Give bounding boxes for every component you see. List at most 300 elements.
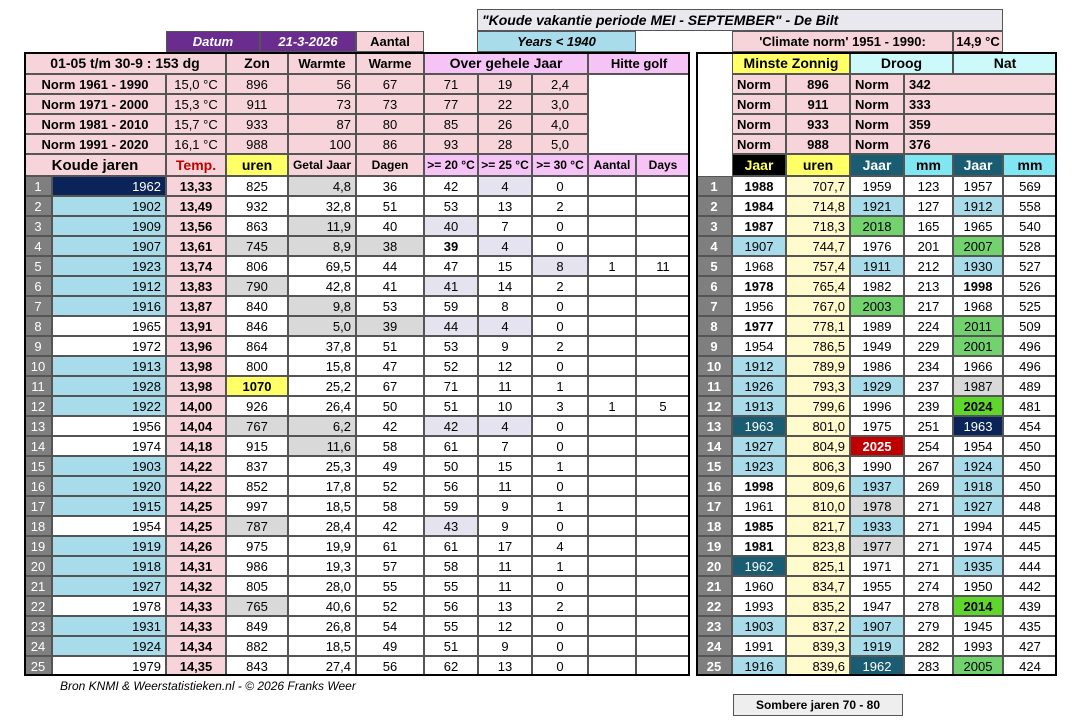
norm-zon: 911	[226, 94, 288, 114]
nat-jaar-header: Jaar	[953, 154, 1003, 176]
ge30-days: 0	[532, 436, 588, 456]
row-number: 23	[24, 616, 52, 636]
ge30-days: 2	[532, 196, 588, 216]
droog-year: 1977	[850, 536, 904, 556]
zon-uren: 806	[226, 256, 288, 276]
zon-uren: 915	[226, 436, 288, 456]
hitte-days	[636, 596, 690, 616]
dagen-header: Dagen	[356, 154, 424, 176]
temp-value: 14,33	[166, 616, 226, 636]
zon-uren: 926	[226, 396, 288, 416]
ge30-days: 0	[532, 356, 588, 376]
ge30-days: 0	[532, 516, 588, 536]
ge25-days: 17	[478, 536, 532, 556]
ge20-days: 58	[424, 556, 478, 576]
zon-uren: 765	[226, 596, 288, 616]
koude-year: 1919	[52, 536, 166, 556]
row-number: 5	[24, 256, 52, 276]
nat-year: 1993	[953, 636, 1003, 656]
zon-uren: 975	[226, 536, 288, 556]
droog-header: Droog	[850, 52, 953, 74]
zonnig-year: 1985	[732, 516, 786, 536]
warmte-getal: 11,9	[288, 216, 356, 236]
koude-year: 1978	[52, 596, 166, 616]
droog-year: 1971	[850, 556, 904, 576]
ge30-days: 0	[532, 476, 588, 496]
droog-mm: 165	[904, 216, 953, 236]
droog-year: 1976	[850, 236, 904, 256]
temp-value: 14,33	[166, 596, 226, 616]
row-number: 12	[24, 396, 52, 416]
hitte-golf-header: Hitte golf	[588, 52, 690, 74]
rank-number: 20	[696, 556, 732, 576]
datum-value: 21-3-2026	[260, 31, 356, 52]
zonnig-norm-label: Norm	[732, 114, 786, 134]
nat-mm: 526	[1003, 276, 1057, 296]
zonnig-uren: 765,4	[786, 276, 850, 296]
droog-mm: 271	[904, 496, 953, 516]
droog-norm-value: 376	[904, 134, 1057, 154]
zonnig-uren: 789,9	[786, 356, 850, 376]
nat-mm: 450	[1003, 456, 1057, 476]
norm-temp: 16,1 °C	[166, 134, 226, 154]
zonnig-year: 1977	[732, 316, 786, 336]
hitte-aantal	[588, 656, 636, 676]
temp-header: Temp.	[166, 154, 226, 176]
ge20-days: 59	[424, 496, 478, 516]
warmte-getal: 9,8	[288, 296, 356, 316]
temp-value: 14,25	[166, 496, 226, 516]
zonnig-uren: 839,3	[786, 636, 850, 656]
ge20-days: 61	[424, 536, 478, 556]
nat-mm-header: mm	[1003, 154, 1057, 176]
koude-year: 1931	[52, 616, 166, 636]
norm-warme: 73	[356, 94, 424, 114]
warme-dagen: 61	[356, 536, 424, 556]
ge30-days: 0	[532, 656, 588, 676]
koude-year: 1913	[52, 356, 166, 376]
nat-year: 2011	[953, 316, 1003, 336]
zonnig-year: 1913	[732, 396, 786, 416]
zon-header: Zon	[226, 52, 288, 74]
hitte-aantal	[588, 496, 636, 516]
warme-dagen: 52	[356, 596, 424, 616]
ge30-days: 0	[532, 316, 588, 336]
zonnig-uren: 839,6	[786, 656, 850, 676]
rank-number: 15	[696, 456, 732, 476]
rank-number: 14	[696, 436, 732, 456]
koude-year: 1918	[52, 556, 166, 576]
rank-number: 8	[696, 316, 732, 336]
ge20-days: 44	[424, 316, 478, 336]
ge30-days: 2	[532, 276, 588, 296]
nat-mm: 489	[1003, 376, 1057, 396]
hitte-aantal	[588, 356, 636, 376]
row-number: 18	[24, 516, 52, 536]
hitte-aantal	[588, 636, 636, 656]
norm-warmte: 73	[288, 94, 356, 114]
ge20-days: 43	[424, 516, 478, 536]
row-number: 7	[24, 296, 52, 316]
koude-year: 1923	[52, 256, 166, 276]
zonnig-norm-value: 911	[786, 94, 850, 114]
ge30-days: 0	[532, 176, 588, 196]
ge25-days: 11	[478, 556, 532, 576]
hitte-aantal	[588, 556, 636, 576]
norm-zon: 896	[226, 74, 288, 94]
droog-mm: 271	[904, 556, 953, 576]
zonnig-year: 1988	[732, 176, 786, 196]
ge20-days: 50	[424, 456, 478, 476]
nat-mm: 427	[1003, 636, 1057, 656]
droog-mm: 282	[904, 636, 953, 656]
nat-year: 1963	[953, 416, 1003, 436]
aantal-sub-header: Aantal	[588, 154, 636, 176]
ge20-days: 40	[424, 216, 478, 236]
hitte-days	[636, 456, 690, 476]
zon-uren: 882	[226, 636, 288, 656]
zonnig-uren: 810,0	[786, 496, 850, 516]
ge25-days: 12	[478, 616, 532, 636]
warmte-getal: 32,8	[288, 196, 356, 216]
ge30-days: 1	[532, 376, 588, 396]
ge25-days: 4	[478, 316, 532, 336]
hitte-days	[636, 576, 690, 596]
droog-year: 1982	[850, 276, 904, 296]
ge30-days: 0	[532, 616, 588, 636]
norm-warmte: 87	[288, 114, 356, 134]
ge30-days: 0	[532, 296, 588, 316]
warme-dagen: 58	[356, 436, 424, 456]
zonnig-uren: 825,1	[786, 556, 850, 576]
nat-mm: 442	[1003, 576, 1057, 596]
ge20-days: 52	[424, 356, 478, 376]
norm-label: Norm 1971 - 2000	[24, 94, 166, 114]
zonnig-uren: 835,2	[786, 596, 850, 616]
zon-uren: 849	[226, 616, 288, 636]
ge30-days: 0	[532, 636, 588, 656]
warmte-getal: 4,8	[288, 176, 356, 196]
temp-value: 13,98	[166, 356, 226, 376]
droog-mm: 279	[904, 616, 953, 636]
temp-value: 13,56	[166, 216, 226, 236]
zonnig-uren: 799,6	[786, 396, 850, 416]
droog-year: 1911	[850, 256, 904, 276]
zonnig-uren: 834,7	[786, 576, 850, 596]
nat-year: 2014	[953, 596, 1003, 616]
row-number: 24	[24, 636, 52, 656]
droog-year: 1933	[850, 516, 904, 536]
zonnig-uren: 806,3	[786, 456, 850, 476]
warme-dagen: 58	[356, 496, 424, 516]
warmte-header: Warmte	[288, 52, 356, 74]
nat-mm: 528	[1003, 236, 1057, 256]
zonnig-norm-value: 988	[786, 134, 850, 154]
nat-year: 1927	[953, 496, 1003, 516]
temp-value: 14,32	[166, 576, 226, 596]
koude-year: 1974	[52, 436, 166, 456]
droog-mm: 123	[904, 176, 953, 196]
warmte-getal: 19,9	[288, 536, 356, 556]
warmte-getal: 25,2	[288, 376, 356, 396]
zonnig-year: 1984	[732, 196, 786, 216]
droog-year: 1989	[850, 316, 904, 336]
sombere-jaren-button[interactable]: Sombere jaren 70 - 80	[733, 694, 903, 716]
temp-value: 13,74	[166, 256, 226, 276]
zonnig-year: 1926	[732, 376, 786, 396]
nat-year: 1987	[953, 376, 1003, 396]
zonnig-year: 1923	[732, 456, 786, 476]
droog-mm: 217	[904, 296, 953, 316]
droog-mm: 274	[904, 576, 953, 596]
zonnig-year: 1968	[732, 256, 786, 276]
hitte-days	[636, 516, 690, 536]
zon-uren: 825	[226, 176, 288, 196]
row-number: 21	[24, 576, 52, 596]
warmte-getal: 25,3	[288, 456, 356, 476]
zon-uren: 805	[226, 576, 288, 596]
norm-warmte: 100	[288, 134, 356, 154]
norm-ge25: 19	[478, 74, 532, 94]
aantal-header: Aantal	[356, 31, 424, 52]
warme-dagen: 42	[356, 416, 424, 436]
zonnig-norm-label: Norm	[732, 134, 786, 154]
nat-year: 1968	[953, 296, 1003, 316]
climate-norm-value: 14,9 °C	[953, 31, 1003, 52]
rank-number: 25	[696, 656, 732, 676]
hitte-aantal	[588, 436, 636, 456]
ge25-days: 9	[478, 516, 532, 536]
norm-ge25: 22	[478, 94, 532, 114]
hitte-aantal	[588, 176, 636, 196]
hitte-aantal	[588, 316, 636, 336]
rank-number: 2	[696, 196, 732, 216]
row-number: 17	[24, 496, 52, 516]
zonnig-year: 1991	[732, 636, 786, 656]
nat-year: 1950	[953, 576, 1003, 596]
rank-number: 11	[696, 376, 732, 396]
ge20-days: 42	[424, 416, 478, 436]
zon-uren: 787	[226, 516, 288, 536]
temp-value: 13,33	[166, 176, 226, 196]
ge20-days: 56	[424, 596, 478, 616]
droog-year: 1955	[850, 576, 904, 596]
zon-uren: 840	[226, 296, 288, 316]
norm-temp: 15,0 °C	[166, 74, 226, 94]
rank-number: 21	[696, 576, 732, 596]
row-number: 11	[24, 376, 52, 396]
hitte-days	[636, 436, 690, 456]
row-number: 2	[24, 196, 52, 216]
zonnig-uren: 804,9	[786, 436, 850, 456]
nat-year: 1966	[953, 356, 1003, 376]
ge30-days: 2	[532, 596, 588, 616]
droog-year: 1949	[850, 336, 904, 356]
koude-year: 1927	[52, 576, 166, 596]
droog-year: 2003	[850, 296, 904, 316]
koude-year: 1903	[52, 456, 166, 476]
ge20-days: 39	[424, 236, 478, 256]
warmte-getal: 19,3	[288, 556, 356, 576]
zonnig-uren: 744,7	[786, 236, 850, 256]
ge20-days: 55	[424, 576, 478, 596]
hitte-days	[636, 656, 690, 676]
nat-year: 1954	[953, 436, 1003, 456]
row-number: 9	[24, 336, 52, 356]
ge20-days: 51	[424, 396, 478, 416]
koude-year: 1915	[52, 496, 166, 516]
zonnig-year: 1907	[732, 236, 786, 256]
hitte-days	[636, 276, 690, 296]
ge20-days: 41	[424, 276, 478, 296]
nat-mm: 450	[1003, 436, 1057, 456]
droog-year: 1975	[850, 416, 904, 436]
nat-mm: 540	[1003, 216, 1057, 236]
ge20-days: 56	[424, 476, 478, 496]
days-header: Days	[636, 154, 690, 176]
warme-dagen: 67	[356, 376, 424, 396]
droog-year: 1959	[850, 176, 904, 196]
zonnig-jaar-header: Jaar	[732, 154, 786, 176]
hitte-days	[636, 416, 690, 436]
rank-number: 5	[696, 256, 732, 276]
temp-value: 13,87	[166, 296, 226, 316]
norm-ge30: 2,4	[532, 74, 588, 94]
warmte-getal: 18,5	[288, 496, 356, 516]
warme-header: Warme	[356, 52, 424, 74]
footer-source: Bron KNMI & Weerstatistieken.nl - © 2026 Franks Weer	[60, 679, 356, 693]
page-title: "Koude vakantie periode MEI - SEPTEMBER" - De Bilt	[477, 9, 1003, 31]
zonnig-year: 1961	[732, 496, 786, 516]
ge25-days: 11	[478, 476, 532, 496]
ge25-days: 4	[478, 416, 532, 436]
hitte-days	[636, 296, 690, 316]
rank-number: 23	[696, 616, 732, 636]
hitte-days	[636, 196, 690, 216]
temp-value: 14,26	[166, 536, 226, 556]
koude-year: 1979	[52, 656, 166, 676]
temp-value: 13,91	[166, 316, 226, 336]
zonnig-year: 1978	[732, 276, 786, 296]
zon-uren: 800	[226, 356, 288, 376]
koude-year: 1920	[52, 476, 166, 496]
nat-year: 2007	[953, 236, 1003, 256]
droog-year: 2018	[850, 216, 904, 236]
droog-mm: 212	[904, 256, 953, 276]
rank-number: 13	[696, 416, 732, 436]
warme-dagen: 39	[356, 316, 424, 336]
nat-mm: 454	[1003, 416, 1057, 436]
nat-mm: 509	[1003, 316, 1057, 336]
nat-mm: 496	[1003, 356, 1057, 376]
droog-year: 1990	[850, 456, 904, 476]
zon-uren: 986	[226, 556, 288, 576]
warmte-getal: 17,8	[288, 476, 356, 496]
nat-year: 2024	[953, 396, 1003, 416]
warmte-getal: 28,0	[288, 576, 356, 596]
over-jaar-header: Over gehele Jaar	[424, 52, 588, 74]
koude-year: 1916	[52, 296, 166, 316]
ge20-days: 62	[424, 656, 478, 676]
droog-year: 1921	[850, 196, 904, 216]
temp-value: 14,25	[166, 516, 226, 536]
zon-uren: 846	[226, 316, 288, 336]
zonnig-norm-value: 896	[786, 74, 850, 94]
hitte-days	[636, 216, 690, 236]
nat-year: 1994	[953, 516, 1003, 536]
warme-dagen: 54	[356, 616, 424, 636]
temp-value: 14,35	[166, 656, 226, 676]
nat-mm: 496	[1003, 336, 1057, 356]
zon-uren: 837	[226, 456, 288, 476]
climate-norm-label: 'Climate norm' 1951 - 1990:	[732, 31, 953, 52]
koude-year: 1972	[52, 336, 166, 356]
zonnig-year: 1916	[732, 656, 786, 676]
hitte-days	[636, 176, 690, 196]
ge20-days: 55	[424, 616, 478, 636]
zonnig-norm-label: Norm	[732, 94, 786, 114]
droog-year: 1947	[850, 596, 904, 616]
hitte-aantal	[588, 236, 636, 256]
zon-uren: 843	[226, 656, 288, 676]
nat-year: 1912	[953, 196, 1003, 216]
zonnig-uren-header: uren	[786, 154, 850, 176]
hitte-days	[636, 316, 690, 336]
droog-mm: 237	[904, 376, 953, 396]
rank-number: 9	[696, 336, 732, 356]
warmte-getal: 40,6	[288, 596, 356, 616]
koude-year: 1962	[52, 176, 166, 196]
warmte-getal: 8,9	[288, 236, 356, 256]
ge25-days: 9	[478, 496, 532, 516]
ge30-days: 0	[532, 576, 588, 596]
nat-mm: 525	[1003, 296, 1057, 316]
zonnig-year: 1963	[732, 416, 786, 436]
warmte-getal: 37,8	[288, 336, 356, 356]
norm-warme: 86	[356, 134, 424, 154]
droog-mm-header: mm	[904, 154, 953, 176]
zonnig-year: 1954	[732, 336, 786, 356]
uren-header: uren	[226, 154, 288, 176]
zon-uren: 1070	[226, 376, 288, 396]
datum-label: Datum	[166, 31, 260, 52]
hitte-aantal	[588, 296, 636, 316]
hitte-days	[636, 536, 690, 556]
rank-number: 4	[696, 236, 732, 256]
ge25-days: 13	[478, 596, 532, 616]
hitte-aantal	[588, 456, 636, 476]
nat-year: 2005	[953, 656, 1003, 676]
koude-year: 1902	[52, 196, 166, 216]
zonnig-year: 1956	[732, 296, 786, 316]
nat-header: Nat	[953, 52, 1057, 74]
droog-norm-value: 333	[904, 94, 1057, 114]
temp-value: 13,61	[166, 236, 226, 256]
warme-dagen: 49	[356, 636, 424, 656]
droog-year: 1996	[850, 396, 904, 416]
warme-dagen: 51	[356, 336, 424, 356]
minste-zonnig-header: Minste Zonnig	[732, 52, 850, 74]
ge30-days: 0	[532, 236, 588, 256]
droog-mm: 127	[904, 196, 953, 216]
ge25-days: 11	[478, 576, 532, 596]
ge30-days: 1	[532, 456, 588, 476]
ge30-days: 0	[532, 216, 588, 236]
temp-value: 13,83	[166, 276, 226, 296]
ge20-days: 42	[424, 176, 478, 196]
droog-year: 1986	[850, 356, 904, 376]
zonnig-year: 1993	[732, 596, 786, 616]
